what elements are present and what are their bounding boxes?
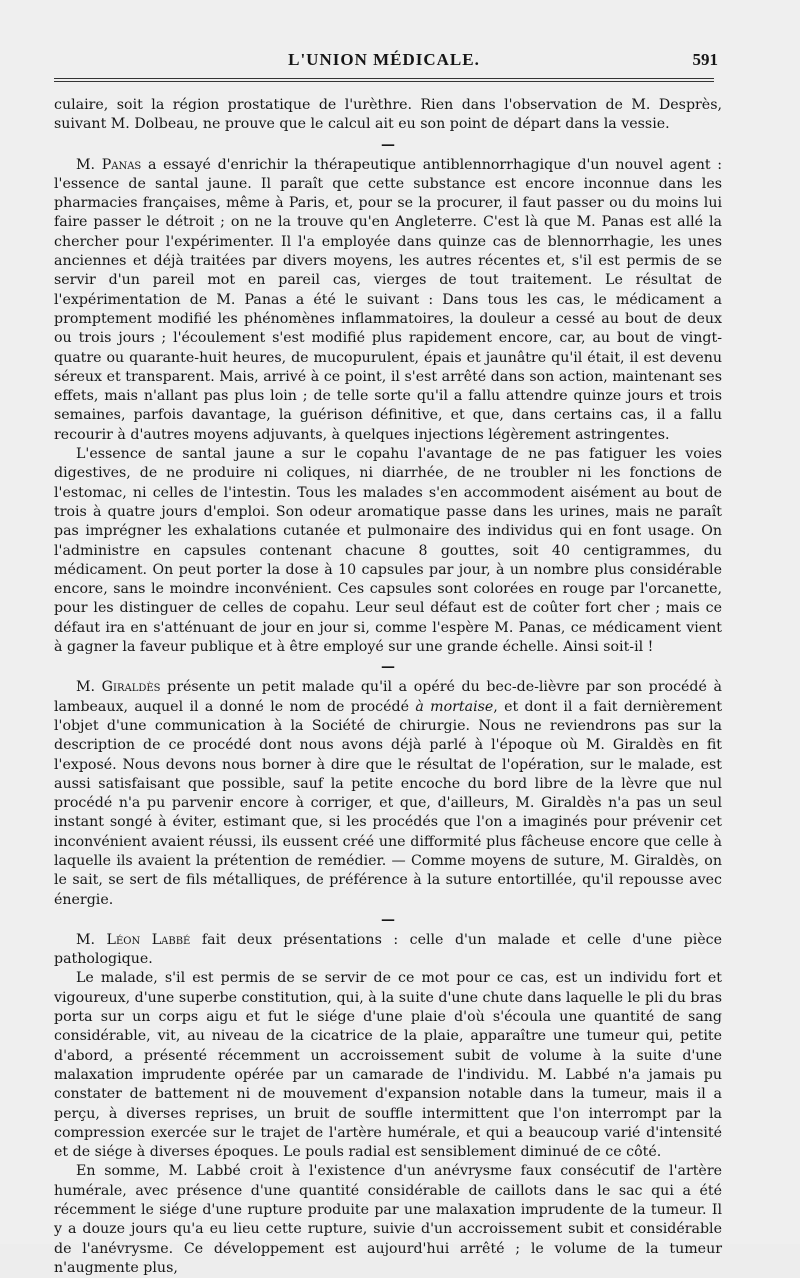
paragraph-giraldes bbox=[54, 678, 722, 910]
speaker-name: M. Giraldès bbox=[76, 679, 161, 696]
paragraph-text: présente un petit malade qu'il a opéré du bec-de-lièvre par son procédé à lambeaux, auquel il a donné le nom de procédé bbox=[54, 679, 722, 715]
header-rule bbox=[54, 78, 714, 82]
section-separator: — bbox=[381, 136, 395, 153]
paragraph-santal: L'essence de santal jaune a sur le copahu l'avantage de ne pas fatiguer les voies digestives, de ne produire ni coliques, ni diarrhée, de ne troubler ni les fonctions de l'estomac, ni celles de l'intestin. Tous les malades s'en accommodent aisément au bout de trois à quatre jours d'emploi. Son odeur aromatique passe dans les urines, mais ne paraît pas imprégner les exhalations cutanée et pulmonaire des individus qui en font usage. On l'administre en capsules contenant chacune 8 gouttes, soit 40 centigrammes, du médicament. On peut porter la dose à 10 capsules par jour, à un nombre plus considérable encore, sans le moindre inconvénient. Ces capsules sont colorées en rouge par l'orcanette, pour les distinguer de celles de copahu. Leur seul défaut est de coûter fort cher ; mais ce défaut ira en s'atténuant de jour en jour si, comme l'espère M. Panas, ce médicament vient à gagner la faveur publique et à être employé sur une grande échelle. Ainsi soit-il ! bbox=[54, 446, 722, 656]
paragraph-labbe bbox=[54, 931, 722, 970]
section-separator: — bbox=[381, 659, 395, 676]
speaker-name: M. Léon Labbé bbox=[76, 931, 191, 948]
speaker-name: M. Panas bbox=[76, 156, 142, 173]
italic-term: à mortaise bbox=[415, 698, 494, 715]
article-body bbox=[54, 96, 722, 1278]
journal-title: L'UNION MÉDICALE. bbox=[288, 50, 480, 69]
paragraph-continuation: culaire, soit la région prostatique de l'urèthre. Rien dans l'observation de M. Desprès, suivant M. Dolbeau, ne prouve que le calcul ait eu son point de départ dans la vessie. bbox=[54, 97, 722, 133]
section-separator: — bbox=[381, 911, 395, 928]
paragraph-text: , et dont il a fait dernièrement l'objet d'une communication à la Société de chirurgie. Nous ne reviendrons pas sur la description de ce procédé dont nous avons déjà parlé à l'époque où M. Giraldès en fit l'exposé. Nous devons nous borner à dire que le résultat de l'opération, sur le malade, est aussi satisfaisant que possible, sauf la petite encoche du bord libre de la lèvre que nul procédé n'a pu parvenir encore à corriger, et que, d'ailleurs, M. Giraldès n'a pas un seul instant songé à éviter, estimant que, si les procédés que l'on a imaginés pour prévenir cet inconvénient avaient réussi, ils eussent créé une difformité plus fâcheuse encore que celle à laquelle ils avaient la prétention de remédier. — Comme moyens de suture, M. Giraldès, on le sait, se sert de fils métalliques, de préférence à la suture entortillée, qu'il repousse avec énergie. bbox=[54, 698, 723, 908]
paragraph-malade: Le malade, s'il est permis de se servir de ce mot pour ce cas, est un individu fort et vigoureux, d'une superbe constitution, qui, à la suite d'une chute dans laquelle le pli du bras porta sur un corps aigu et fut le siége d'une plaie d'où s'écoula une quantité de sang considérable, vit, au niveau de la cicatrice de la plaie, apparaître une tumeur qui, petite d'abord, a présenté récemment un accroissement subit de volume à la suite d'une malaxation imprudente opérée par un camarade de l'individu. M. Labbé n'a jamais pu constater de battement ni de mouvement d'expansion notable dans la tumeur, mais il a perçu, à diverses reprises, un bruit de souffle intermittent que l'on interrompt par la compression exercée sur le trajet de l'artère humérale, et qui a beaucoup varié d'intensité et de siége à diverses époques. Le pouls radial est sensiblement diminué de ce côté. bbox=[54, 970, 722, 1161]
paragraph-text: fait deux présentations : celle d'un malade et celle d'une pièce pathologique. bbox=[54, 931, 723, 968]
paragraph-en-somme: En somme, M. Labbé croit à l'existence d'un anévrysme faux consécutif de l'artère humérale, avec présence d'une quantité considérable de caillots dans le sac qui a été récemment le siége d'une rupture produite par une malaxation imprudente de la tumeur. Il y a douze jours qu'a eu lieu cette rupture, suivie d'un accroissement subit et considérable de l'anévrysme. Ce développement est aujourd'hui arrêté ; le volume de la tumeur n'augmente plus, bbox=[54, 1163, 722, 1276]
paragraph-text: a essayé d'enrichir la thérapeutique antiblennorrhagique d'un nouvel agent : l'essence de santal jaune. Il paraît que cette substance est encore inconnue dans les pharmacies françaises, même à Paris, et, pour se la procurer, il faut passer ou du moins lui faire passer le détroit ; on ne la trouve qu'en Angleterre. C'est là que M. Panas est allé la chercher pour l'expérimenter. Il l'a employée dans quinze cas de blennorrhagie, les unes anciennes et déjà traitées par divers moyens, les autres récentes et, s'il est permis de se servir d'un pareil mot en pareil cas, vierges de tout traitement. Le résultat de l'expérimentation de M. Panas a été le suivant : Dans tous les cas, le médicament a promptement modifié les phénomènes inflammatoires, la douleur a cessé au bout de deux ou trois jours ; l'écoulement s'est modifié plus rapidement encore, car, au bout de vingt-quatre ou quarante-huit heures, de mucopurulent, épais et jaunâtre qu'il était, il est devenu séreux et transparent. Mais, arrivé à ce point, il s'est arrêté dans son action, maintenant ses effets, mais n'allant pas plus loin ; de telle sorte qu'il a fallu attendre quinze jours et trois semaines, parfois davantage, la guérison définitive, et que, dans certains cas, il a fallu recourir à d'autres moyens adjuvants, à quelques injections légèrement astringentes. bbox=[54, 156, 723, 443]
page-number: 591 bbox=[692, 50, 718, 69]
paragraph-panas bbox=[54, 156, 722, 445]
running-header bbox=[54, 44, 718, 84]
